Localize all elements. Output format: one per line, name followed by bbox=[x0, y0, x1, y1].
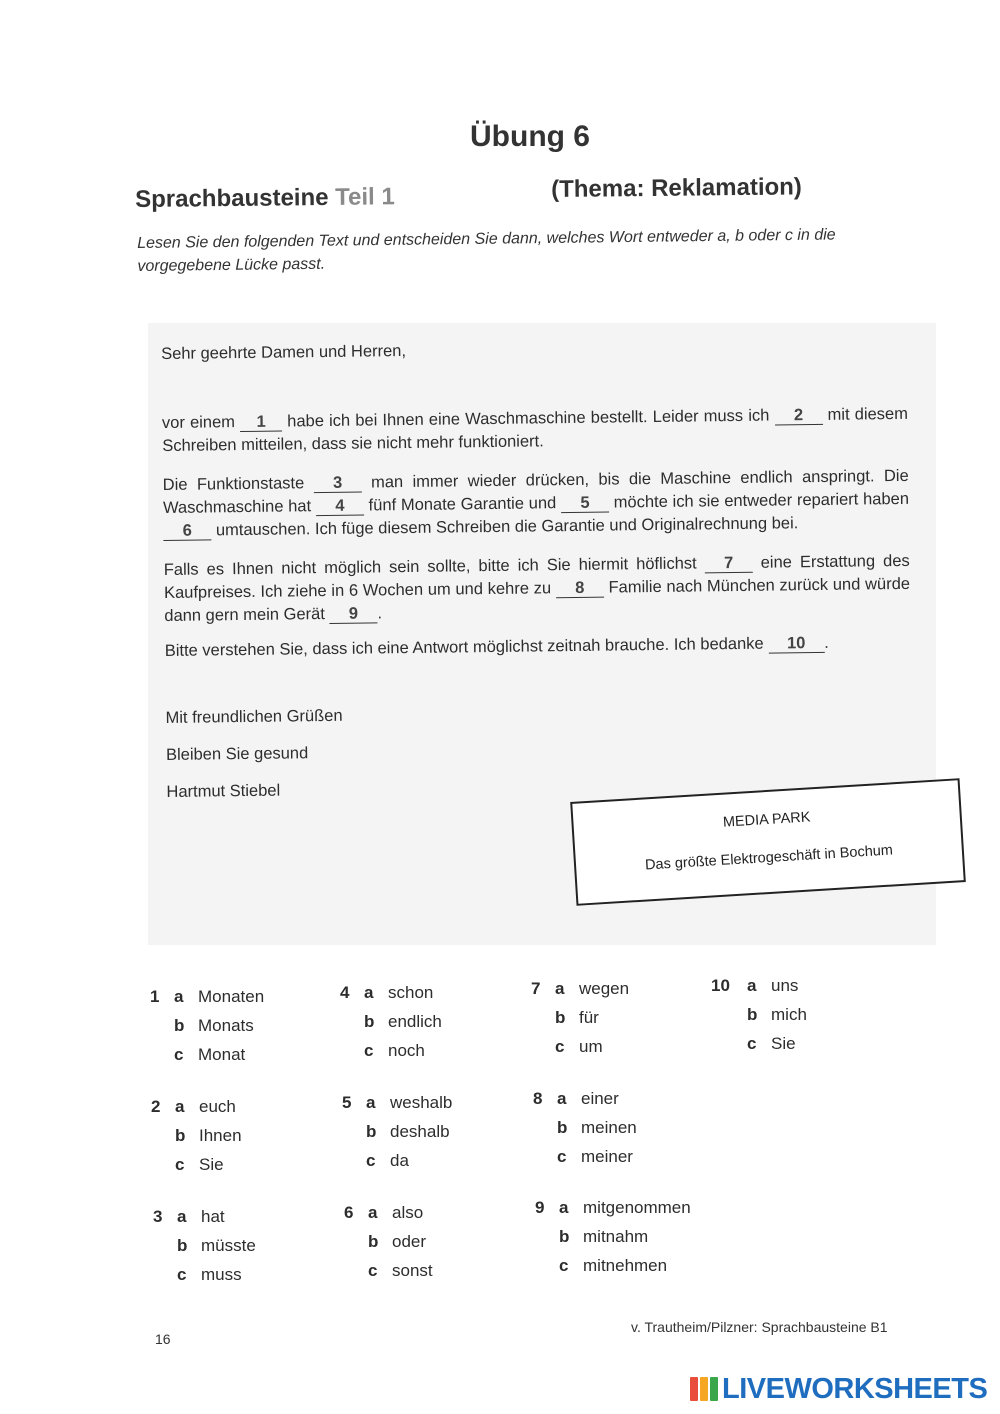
letter-paragraph-4: Bitte verstehen Sie, dass ich eine Antwort möglichst zeitnah brauche. Ich bedanke 10 . bbox=[164, 633, 829, 660]
theme-label: (Thema: Reklamation) bbox=[551, 173, 802, 203]
option-4a[interactable]: schon bbox=[388, 983, 434, 1002]
option-6b[interactable]: oder bbox=[392, 1232, 427, 1251]
letter-signature: Hartmut Stiebel bbox=[166, 781, 281, 801]
option-1b[interactable]: Monats bbox=[198, 1016, 254, 1035]
option-10b[interactable]: mich bbox=[771, 1005, 807, 1024]
option-7c[interactable]: um bbox=[579, 1037, 603, 1056]
gap-2[interactable]: 2 bbox=[774, 407, 822, 426]
option-2c[interactable]: Sie bbox=[199, 1155, 224, 1174]
option-9c[interactable]: mitnehmen bbox=[583, 1256, 668, 1275]
option-8c[interactable]: meiner bbox=[581, 1147, 633, 1166]
option-1a[interactable]: Monaten bbox=[198, 987, 265, 1006]
section-title-text: Sprachbausteine bbox=[135, 183, 329, 213]
option-6a[interactable]: also bbox=[392, 1203, 424, 1222]
option-3c[interactable]: muss bbox=[201, 1265, 242, 1284]
letter-greeting: Sehr geehrte Damen und Herren, bbox=[161, 342, 407, 363]
option-4c[interactable]: noch bbox=[388, 1041, 425, 1060]
store-name: MEDIA PARK bbox=[722, 809, 811, 831]
option-5b[interactable]: deshalb bbox=[390, 1122, 450, 1141]
option-2b[interactable]: Ihnen bbox=[199, 1126, 242, 1145]
gap-7[interactable]: 7 bbox=[705, 555, 753, 574]
gap-9[interactable]: 9 bbox=[329, 605, 377, 624]
gap-10[interactable]: 10 bbox=[768, 635, 824, 654]
option-6c[interactable]: sonst bbox=[392, 1261, 433, 1280]
section-title bbox=[135, 183, 395, 214]
section-part: Teil 1 bbox=[335, 183, 395, 211]
letter-paragraph-2: Die Funktionstaste 3 man immer wieder drücken, bis die Maschine endlich anspringt. Die Waschmaschine hat 4 fünf Monate Garantie und 5 möchte ich sie entweder repariert haben 6 umtauschen. Ich füge diesem Schreiben die Garantie und Originalrechnung bei. bbox=[162, 466, 910, 540]
gap-1[interactable]: 1 bbox=[240, 414, 282, 433]
option-2a[interactable]: euch bbox=[199, 1097, 236, 1116]
letter-paragraph-3: Falls es Ihnen nicht möglich sein sollte, bitte ich Sie hiermit höflichst 7 eine Erstattung des Kaufpreises. Ich ziehe in 6 Wochen um und kehre zu 8 Familie nach München zurück und würde dann gern mein Gerät 9 . bbox=[163, 551, 911, 625]
instruction-text: Lesen Sie den folgenden Text und entscheiden Sie dann, welches Wort entweder a, b oder c in die vorgegebene Lücke passt. bbox=[137, 226, 836, 275]
option-4b[interactable]: endlich bbox=[388, 1012, 442, 1031]
letter-closing: Mit freundlichen Grüßen bbox=[165, 706, 343, 727]
option-3a[interactable]: hat bbox=[201, 1207, 225, 1226]
option-8b[interactable]: meinen bbox=[581, 1118, 637, 1137]
letter bbox=[161, 334, 913, 804]
option-1c[interactable]: Monat bbox=[198, 1045, 246, 1064]
option-5a[interactable]: weshalb bbox=[390, 1093, 453, 1112]
option-7a[interactable]: wegen bbox=[579, 979, 630, 998]
option-9b[interactable]: mitnahm bbox=[583, 1227, 649, 1246]
option-3b[interactable]: müsste bbox=[201, 1236, 256, 1255]
logo-text: LIVEWORKSHEETS bbox=[722, 1373, 988, 1405]
store-slogan: Das größte Elektrogeschäft in Bochum bbox=[644, 842, 894, 874]
option-10c[interactable]: Sie bbox=[771, 1034, 796, 1053]
page-number: 16 bbox=[155, 1331, 171, 1347]
gap-8[interactable]: 8 bbox=[556, 580, 604, 599]
option-8a[interactable]: einer bbox=[581, 1089, 619, 1108]
gap-3[interactable]: 3 bbox=[314, 475, 362, 494]
option-10a[interactable]: uns bbox=[771, 976, 799, 995]
gap-6[interactable]: 6 bbox=[163, 522, 211, 541]
liveworksheets-icon bbox=[690, 1375, 720, 1403]
option-7b[interactable]: für bbox=[579, 1008, 599, 1027]
gap-4[interactable]: 4 bbox=[316, 498, 364, 517]
page-title: Übung 6 bbox=[470, 120, 590, 153]
letter-paragraph-1: vor einem 1 habe ich bei Ihnen eine Waschmaschine bestellt. Leider muss ich 2 mit diesem Schreiben mitteilen, dass sie nicht mehr funktioniert. bbox=[161, 404, 909, 455]
gap-5[interactable]: 5 bbox=[561, 495, 609, 514]
option-9a[interactable]: mitgenommen bbox=[583, 1198, 691, 1217]
option-5c[interactable]: da bbox=[390, 1151, 409, 1170]
letter-closing-2: Bleiben Sie gesund bbox=[165, 744, 309, 764]
footer-credit: v. Trautheim/Pilzner: Sprachbausteine B1 bbox=[631, 1319, 888, 1335]
